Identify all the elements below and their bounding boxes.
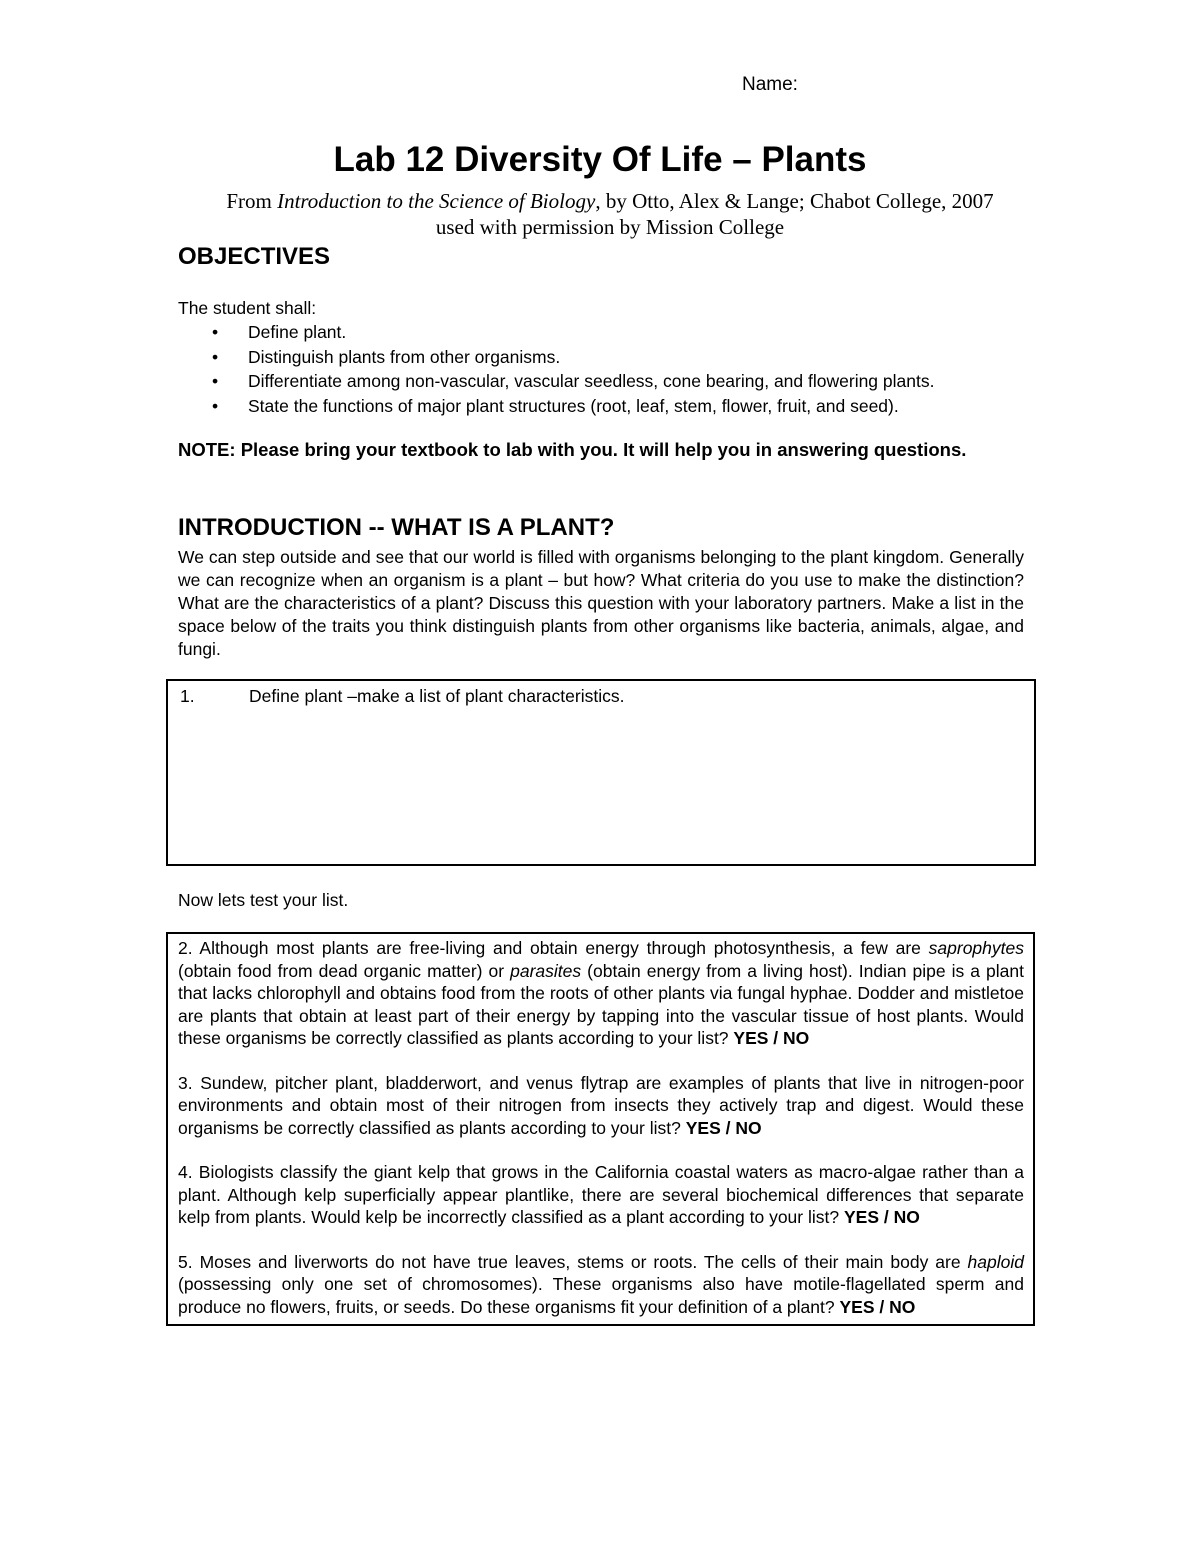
list-item (178, 345, 934, 370)
objectives-intro: The student shall: (178, 298, 317, 318)
objective-text: Distinguish plants from other organisms. (248, 346, 561, 367)
objectives-list (178, 320, 934, 418)
source-book-title: Introduction to the Science of Biology (277, 189, 596, 213)
yes-no-choice[interactable]: YES / NO (685, 1117, 762, 1138)
answer-box-question-1[interactable] (166, 679, 1036, 866)
source-citation (0, 188, 1200, 240)
question-text: Define plant –make a list of plant characteristics. (249, 686, 625, 706)
source-prefix: From (226, 189, 278, 213)
question-5: 5. Moses and liverworts do not have true leaves, stems or roots. The cells of their main body are haploid (possessing only one set of chromosomes). These organisms also have motile-flagellated sperm and produce no flowers, fruits, or seeds. Do these organisms fit your definition of a plant? YES / NO (178, 1251, 1024, 1317)
term-haploid: haploid (967, 1251, 1024, 1272)
objectives-heading: OBJECTIVES (178, 243, 331, 270)
test-list-line: Now lets test your list. (178, 890, 349, 910)
bullet-icon: • (212, 346, 219, 367)
question-2: 2. Although most plants are free-living and obtain energy through photosynthesis, a few are saprophytes (obtain food from dead organic matter) or parasites (obtain energy from a living host). Indian pipe is a plant that lacks chlorophyll and obtains food from the roots of other plants via fungal hyphae. Dodder and mistletoe are plants that obtain at least part of their energy by tapping into the vascular tissue of host plants. Would these organisms be correctly classified as plants according to your list? YES / NO (178, 938, 1024, 1048)
note-text: NOTE: Please bring your textbook to lab with you. It will help you in answering questions. (178, 439, 967, 460)
source-suffix: , by Otto, Alex & Lange; Chabot College, 2007 (595, 189, 994, 213)
question-4: 4. Biologists classify the giant kelp that grows in the California coastal waters as macro-algae rather than a plant. Although kelp superficially appear plantlike, there are several biochemical differences that separate kelp from plants. Would kelp be incorrectly classified as a plant according to your list? YES / NO (178, 1162, 1024, 1227)
term-parasites: parasites (510, 960, 582, 981)
bullet-icon: • (212, 322, 219, 342)
yes-no-choice[interactable]: YES / NO (839, 1296, 916, 1317)
question-number: 1. (180, 686, 195, 706)
list-item (178, 320, 934, 345)
list-item (178, 394, 934, 419)
source-line-1 (0, 188, 1200, 214)
yes-no-choice[interactable]: YES / NO (843, 1207, 920, 1227)
name-label: Name: (742, 74, 798, 95)
objective-text: Differentiate among non-vascular, vascular seedless, cone bearing, and flowering plants. (248, 371, 935, 391)
page-title: Lab 12 Diversity Of Life – Plants (333, 140, 867, 179)
bullet-icon: • (212, 371, 219, 391)
source-line-2: used with permission by Mission College (435, 215, 785, 239)
term-saprophytes: saprophytes (928, 938, 1024, 958)
bullet-icon: • (212, 395, 219, 416)
question-3: 3. Sundew, pitcher plant, bladderwort, and venus flytrap are examples of plants that live in nitrogen-poor environments and obtain most of their nitrogen from insects they actively trap and digest. Would these organisms be correctly classified as plants according to your list? YES / NO (178, 1072, 1024, 1138)
objective-text: Define plant. (248, 322, 347, 342)
introduction-paragraph: We can step outside and see that our world is filled with organisms belonging to the plant kingdom. Generally we can recognize when an organism is a plant – but how? What criteria do you use to make the distinction? What are the characteristics of a plant? Discuss this question with your laboratory partners. Make a list in the space below of the traits you think distinguish plants from other organisms like bacteria, animals, algae, and fungi. (178, 547, 1024, 659)
list-item (178, 369, 934, 394)
objective-text: State the functions of major plant structures (root, leaf, stem, flower, fruit, and seed). (248, 395, 899, 416)
yes-no-choice[interactable]: YES / NO (733, 1028, 810, 1048)
introduction-heading: INTRODUCTION -- WHAT IS A PLANT? (178, 514, 615, 541)
questions-list (178, 937, 1024, 1318)
